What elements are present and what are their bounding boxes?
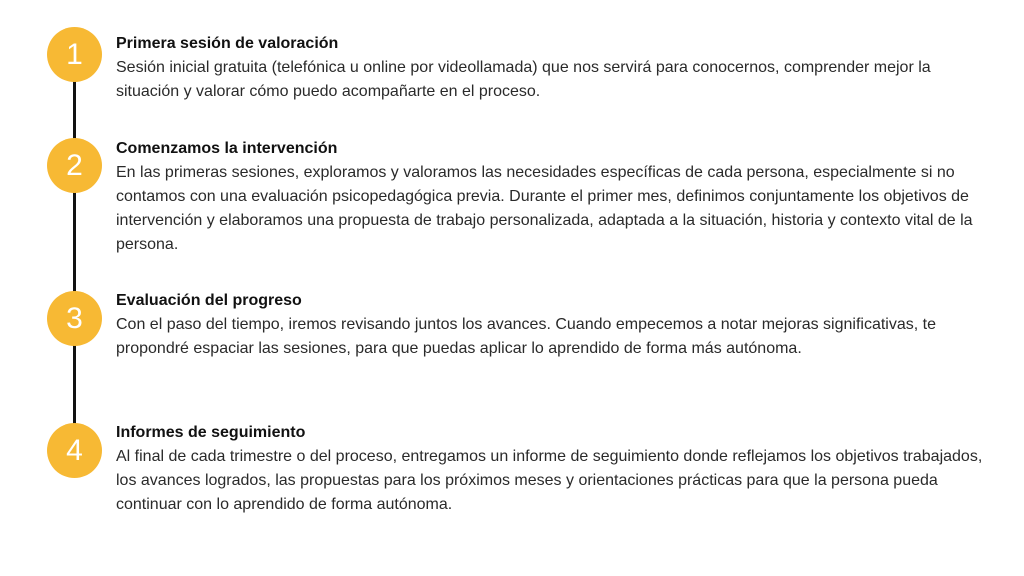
step-3-description: Con el paso del tiempo, iremos revisando juntos los avances. Cuando empecemos a notar mejoras significativas, te propondré espaciar las sesiones, para que puedas aplicar lo aprendido de forma más autónoma. [116, 316, 936, 357]
step-4-text [116, 421, 996, 517]
timeline-line [73, 52, 76, 452]
step-2-title: Comenzamos la intervención [116, 140, 338, 157]
step-1-number: 1 [66, 37, 83, 71]
step-3-title: Evaluación del progreso [116, 292, 302, 309]
step-3-text [116, 289, 996, 361]
step-1-description: Sesión inicial gratuita (telefónica u online por videollamada) que nos servirá para conocernos, comprender mejor la situación y valorar cómo puedo acompañarte en el proceso. [116, 59, 931, 100]
step-1-circle [47, 27, 102, 82]
step-2-number: 2 [66, 148, 83, 182]
step-1-text [116, 32, 996, 104]
step-4-circle [47, 423, 102, 478]
step-3-circle [47, 291, 102, 346]
step-2-description: En las primeras sesiones, exploramos y valoramos las necesidades específicas de cada persona, especialmente si no contamos con una evaluación psicopedagógica previa. Durante el primer mes, definimos conjuntamente los objetivos de intervención y elaboramos una propuesta de trabajo personalizada, adaptada a la situación, historia y contexto vital de la persona. [116, 164, 973, 253]
step-2-text [116, 137, 996, 257]
step-4-number: 4 [66, 433, 83, 467]
step-4-description: Al final de cada trimestre o del proceso, entregamos un informe de seguimiento donde reflejamos los objetivos trabajados, los avances logrados, las propuestas para los próximos meses y orientaciones prácticas para que la persona pueda continuar con lo aprendido de forma autónoma. [116, 448, 983, 513]
step-1-title: Primera sesión de valoración [116, 35, 339, 52]
step-2-circle [47, 138, 102, 193]
step-3-number: 3 [66, 301, 83, 335]
step-4-title: Informes de seguimiento [116, 424, 306, 441]
